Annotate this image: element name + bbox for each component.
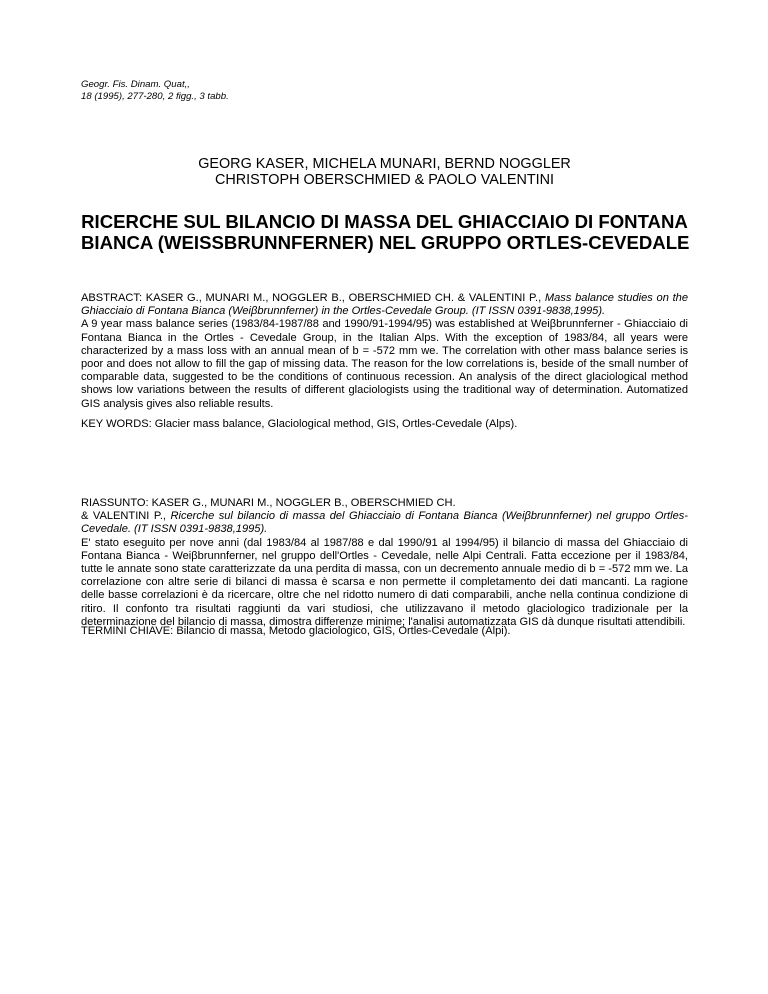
author-list: [81, 156, 688, 188]
abstract-section: [81, 292, 688, 411]
riassunto-reference: Ricerche sul bilancio di massa del Ghiacciaio di Fontana Bianca (Weiβbrunnferner) nel gruppo Ortles-Cevedale. (IT ISSN 0391-9838,1995).: [81, 510, 688, 536]
abstract-body: A 9 year mass balance series (1983/84-1987/88 and 1990/91-1994/95) was established at Weiβbrunnferner - Ghiacciaio di Fontana Bianca in the Ortles - Cevedale Group, in the Italian Alps. With the exception of 1983/84, all years were characterized by a mass loss with an annual mean of b = -572 mm we. The correlation with other mass balance series is poor and does not allow to fill the gap of missing data. The reason for the low correlations is, beside of the small number of comparable data, suggested to be the conditions of continuous recession. An analysis of the direct glaciological method shows low variations between the results of different glaciologists using the traditional way of determination. Automatized GIS analysis gives also reliable results.: [81, 318, 688, 410]
authors-line-1: GEORG KASER, MICHELA MUNARI, BERND NOGGLER: [198, 156, 571, 172]
keywords-section: [81, 418, 688, 431]
citation-line-2: 18 (1995), 277-280, 2 figg., 3 tabb.: [81, 91, 229, 102]
termini-section: [81, 625, 688, 638]
citation-line-1: Geogr. Fis. Dinam. Quat,,: [81, 79, 190, 90]
keywords-text: KEY WORDS: Glacier mass balance, Glaciological method, GIS, Ortles-Cevedale (Alps).: [81, 418, 518, 430]
authors-line-2: CHRISTOPH OBERSCHMIED & PAOLO VALENTINI: [214, 172, 555, 188]
abstract-lead: ABSTRACT: KASER G., MUNARI M., NOGGLER B., OBERSCHMIED CH. & VALENTINI P.,: [81, 292, 545, 304]
paper-title: [81, 211, 688, 253]
riassunto-reference-line: [81, 510, 688, 536]
abstract-reference: Mass balance studies on the Ghiacciaio di Fontana Bianca (Weiβbrunnferner) in the Ortles-Cevedale Group. (IT ISSN 0391-9838,1995).: [81, 292, 689, 318]
riassunto-section: [81, 497, 688, 629]
riassunto-lead: & VALENTINI P.,: [81, 510, 171, 523]
title-line-1: RICERCHE SUL BILANCIO DI MASSA DEL GHIACCIAIO DI FONTANA: [81, 211, 688, 232]
journal-citation: [81, 79, 481, 103]
abstract-header: [81, 292, 688, 318]
riassunto-body: E' stato eseguito per nove anni (dal 1983/84 al 1987/88 e dal 1990/91 al 1994/95) il bilancio di massa del Ghiacciaio di Fontana Bianca - Weiβbrunnferner, nel gruppo dell'Ortles - Cevedale, nelle Alpi Centrali. Fatta eccezione per il 1983/84, tutte le annate sono state caratterizzate da una perdita di massa, con un decremento annuale medio di b = -572 mm we. La correlazione con altre serie di bilanci di massa è scarsa e non permette il completamento dei dati mancanti. La ragione delle basse correlazioni è da ricercare, oltre che nel ridotto numero di dati comparabili, anche nella continua condizione di ritiro. Il confonto tra risultati raggiunti da vari studiosi, che utilizzavano il metodo glaciologico tradizionale per la determinazione del bilancio di massa, dimostra differenze minime; l'analisi automatizzata GIS dà dunque risultati attendibili.: [81, 536, 688, 628]
termini-text: TERMINI CHIAVE: Bilancio di massa, Metodo glaciologico, GIS, Ortles-Cevedale (Alpi).: [81, 625, 511, 637]
title-line-2: BIANCA (WEISSBRUNNFERNER) NEL GRUPPO ORTLES-CEVEDALE: [81, 232, 690, 253]
riassunto-header: RIASSUNTO: KASER G., MUNARI M., NOGGLER B., OBERSCHMIED CH.: [81, 497, 456, 509]
